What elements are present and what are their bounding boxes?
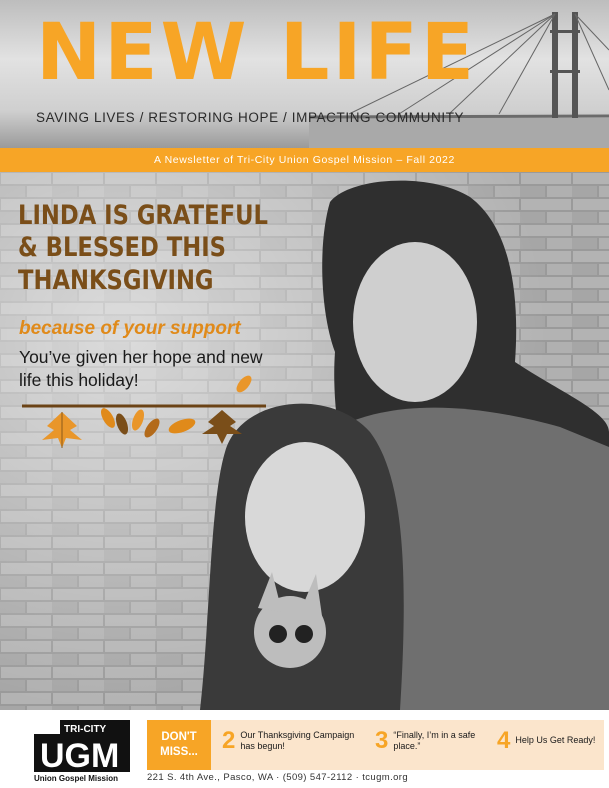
teaser-item[interactable] [497,727,597,755]
ugm-logo [34,720,130,772]
cover-headline [18,200,270,297]
issue-band [0,148,609,172]
logo-main-text: UGM [40,737,120,772]
teaser-item[interactable] [222,727,357,755]
masthead-tagline: SAVING LIVES / RESTORING HOPE / IMPACTING COMMUNITY [36,110,465,125]
headline-line-2: & BLESSED THIS [18,232,227,264]
footer [0,710,609,788]
cover-body: You’ve given her hope and new life this holiday! [19,347,263,390]
cover-subhead: because of your support [19,318,241,339]
woman-face [353,242,477,402]
logo-top-text: TRI-CITY [64,724,107,735]
logo-subtitle: Union Gospel Mission [34,774,119,783]
dont-miss-label: DON'T MISS... [147,720,211,770]
teaser-item[interactable] [375,727,485,755]
masthead [0,0,609,148]
teaser-text: Help Us Get Ready! [515,735,596,746]
headline-line-1: LINDA IS GRATEFUL [18,200,269,231]
autumn-leaves-icon [22,374,267,449]
headline-line-3: THANKSGIVING [18,264,214,296]
teaser-text: Our Thanksgiving Campaign has begun! [240,729,355,751]
issue-band-text: A Newsletter of Tri-City Union Gospel Mission – Fall 2022 [154,154,455,166]
contact-address: 221 S. 4th Ave., Pasco, WA · (509) 547-2112 · tcugm.org [147,772,409,783]
teaser-page-number: 4 [497,727,511,754]
dont-miss-box [147,720,604,770]
girl-face [245,442,365,592]
teaser-page-number: 2 [222,727,236,754]
teaser-page-number: 3 [375,727,389,754]
teaser-text: “Finally, I’m in a safe place.” [393,729,476,751]
masthead-title: NEW LIFE [36,8,478,98]
